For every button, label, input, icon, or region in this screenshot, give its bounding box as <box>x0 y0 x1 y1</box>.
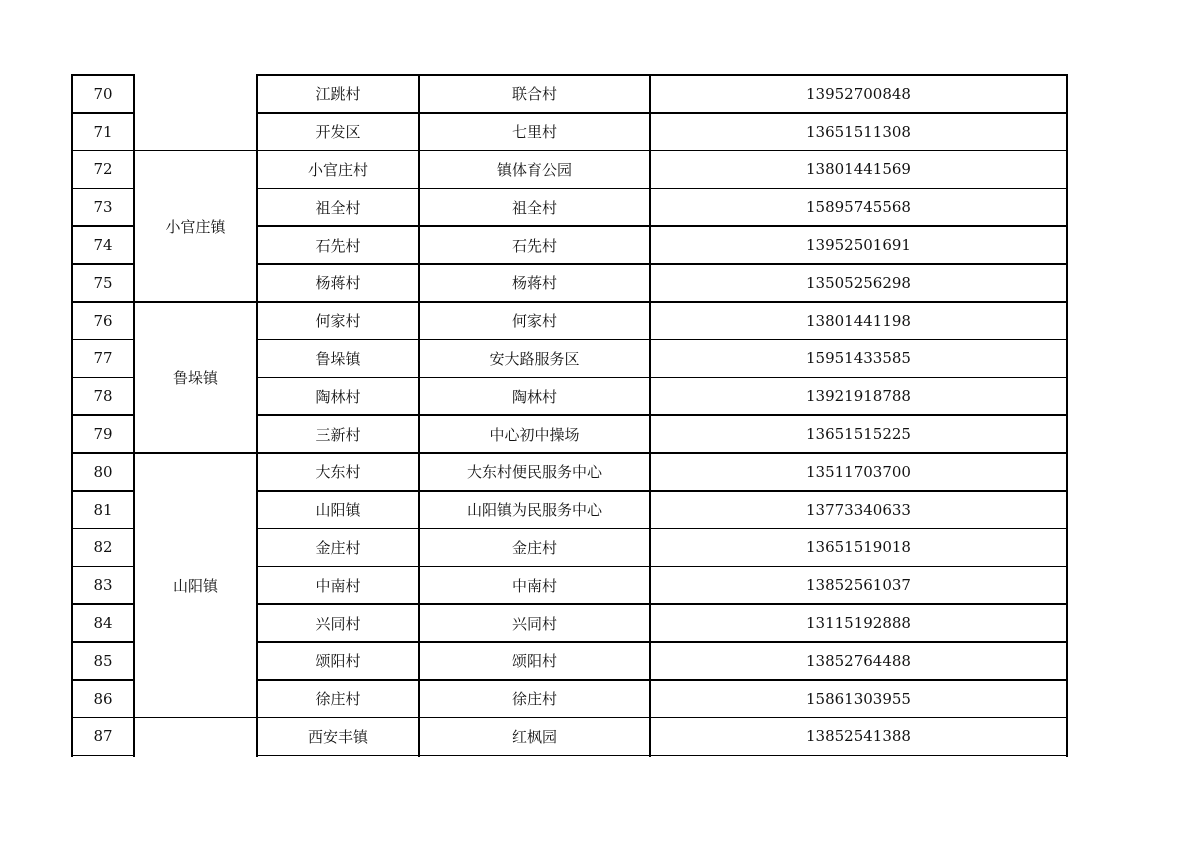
row-number: 83 <box>93 576 113 595</box>
site-name: 大东村便民服务中心 <box>466 463 602 482</box>
grid-line <box>256 339 1068 341</box>
phone-number: 13921918788 <box>806 387 911 406</box>
grid-line <box>256 263 1068 265</box>
village-name: 西安丰镇 <box>307 727 368 746</box>
grid-line <box>256 188 1068 190</box>
village-name: 徐庄村 <box>315 690 361 709</box>
phone-number: 13773340633 <box>806 500 911 519</box>
grid-line <box>71 112 135 114</box>
row-number: 75 <box>93 273 113 292</box>
grid-line <box>256 528 1068 530</box>
grid-line <box>256 74 1068 76</box>
village-name: 陶林村 <box>315 387 361 406</box>
grid-line <box>418 75 420 757</box>
village-name: 兴同村 <box>315 614 361 633</box>
grid-line <box>256 603 1068 605</box>
village-name: 杨蒋村 <box>315 274 361 293</box>
grid-line <box>133 75 135 757</box>
village-name: 鲁垛镇 <box>315 349 361 368</box>
grid-line <box>256 150 1068 152</box>
phone-number: 13852541388 <box>806 727 911 746</box>
site-name: 兴同村 <box>511 614 557 633</box>
site-name: 山阳镇为民服务中心 <box>466 501 602 520</box>
grid-line <box>71 74 135 76</box>
grid-line <box>71 452 135 454</box>
phone-number: 13852561037 <box>806 576 911 595</box>
village-name: 中南村 <box>315 576 361 595</box>
phone-number: 15951433585 <box>806 349 911 368</box>
grid-line <box>71 75 73 757</box>
row-number: 77 <box>93 349 113 368</box>
site-name: 红枫园 <box>511 727 557 746</box>
village-name: 山阳镇 <box>315 501 361 520</box>
grid-line <box>71 641 135 643</box>
phone-number: 15861303955 <box>806 689 911 708</box>
grid-line <box>71 566 135 568</box>
grid-line <box>256 225 1068 227</box>
town-name: 山阳镇 <box>172 576 218 595</box>
village-name: 三新村 <box>315 425 361 444</box>
row-number: 84 <box>93 614 113 633</box>
grid-line <box>1066 75 1068 757</box>
grid-line <box>256 641 1068 643</box>
site-name: 颂阳村 <box>511 652 557 671</box>
grid-line <box>256 452 1068 454</box>
town-name: 小官庄镇 <box>165 217 226 236</box>
phone-number: 13651519018 <box>806 538 911 557</box>
grid-line <box>256 112 1068 114</box>
row-number: 71 <box>93 122 113 141</box>
contact-table <box>72 75 1067 755</box>
grid-line <box>71 150 135 152</box>
grid-line <box>133 301 258 303</box>
grid-line <box>649 75 651 757</box>
village-name: 何家村 <box>315 312 361 331</box>
row-number: 78 <box>93 387 113 406</box>
grid-line <box>71 301 135 303</box>
phone-number: 13852764488 <box>806 651 911 670</box>
grid-line <box>256 301 1068 303</box>
grid-line <box>256 679 1068 681</box>
village-name: 开发区 <box>315 123 361 142</box>
village-name: 石先村 <box>315 236 361 255</box>
row-number: 80 <box>93 462 113 481</box>
grid-line <box>71 377 135 379</box>
grid-line <box>71 188 135 190</box>
table-row <box>72 75 1067 113</box>
site-name: 七里村 <box>511 123 557 142</box>
phone-number: 13115192888 <box>806 614 911 633</box>
village-name: 江跳村 <box>315 85 361 104</box>
row-number: 85 <box>93 651 113 670</box>
phone-number: 13952501691 <box>806 236 911 255</box>
grid-line <box>71 755 135 757</box>
row-number: 70 <box>93 84 113 103</box>
grid-line <box>71 603 135 605</box>
site-name: 何家村 <box>511 312 557 331</box>
village-name: 祖全村 <box>315 198 361 217</box>
site-name: 中心初中操场 <box>489 425 580 444</box>
table-row <box>72 113 1067 151</box>
phone-number: 13801441569 <box>806 160 911 179</box>
phone-number: 13511703700 <box>806 462 911 481</box>
table-row <box>72 718 1067 756</box>
grid-line <box>71 679 135 681</box>
row-number: 73 <box>93 198 113 217</box>
grid-line <box>133 717 258 719</box>
row-number: 81 <box>93 500 113 519</box>
grid-line <box>71 339 135 341</box>
grid-line <box>256 75 258 757</box>
row-number: 79 <box>93 425 113 444</box>
grid-line <box>256 414 1068 416</box>
grid-line <box>256 377 1068 379</box>
grid-line <box>71 414 135 416</box>
grid-line <box>71 490 135 492</box>
village-name: 大东村 <box>315 463 361 482</box>
site-name: 镇体育公园 <box>496 160 572 179</box>
grid-line <box>133 150 258 152</box>
village-name: 小官庄村 <box>307 160 368 179</box>
site-name: 金庄村 <box>511 538 557 557</box>
site-name: 徐庄村 <box>511 690 557 709</box>
site-name: 祖全村 <box>511 198 557 217</box>
site-name: 陶林村 <box>511 387 557 406</box>
row-number: 74 <box>93 236 113 255</box>
row-number: 72 <box>93 160 113 179</box>
phone-number: 13952700848 <box>806 84 911 103</box>
phone-number: 13651515225 <box>806 425 911 444</box>
grid-line <box>71 225 135 227</box>
grid-line <box>256 755 1068 757</box>
site-name: 杨蒋村 <box>511 274 557 293</box>
grid-line <box>71 263 135 265</box>
village-name: 颂阳村 <box>315 652 361 671</box>
row-number: 87 <box>93 727 113 746</box>
grid-line <box>133 452 258 454</box>
site-name: 石先村 <box>511 236 557 255</box>
town-name: 鲁垛镇 <box>172 368 218 387</box>
phone-number: 15895745568 <box>806 198 911 217</box>
grid-line <box>256 490 1068 492</box>
grid-line <box>256 717 1068 719</box>
row-number: 76 <box>93 311 113 330</box>
site-name: 联合村 <box>511 85 557 104</box>
grid-line <box>71 528 135 530</box>
grid-line <box>256 566 1068 568</box>
phone-number: 13801441198 <box>806 311 911 330</box>
grid-line <box>71 717 135 719</box>
site-name: 安大路服务区 <box>489 349 580 368</box>
row-number: 82 <box>93 538 113 557</box>
site-name: 中南村 <box>511 576 557 595</box>
row-number: 86 <box>93 689 113 708</box>
phone-number: 13651511308 <box>806 122 911 141</box>
village-name: 金庄村 <box>315 538 361 557</box>
phone-number: 13505256298 <box>806 273 911 292</box>
